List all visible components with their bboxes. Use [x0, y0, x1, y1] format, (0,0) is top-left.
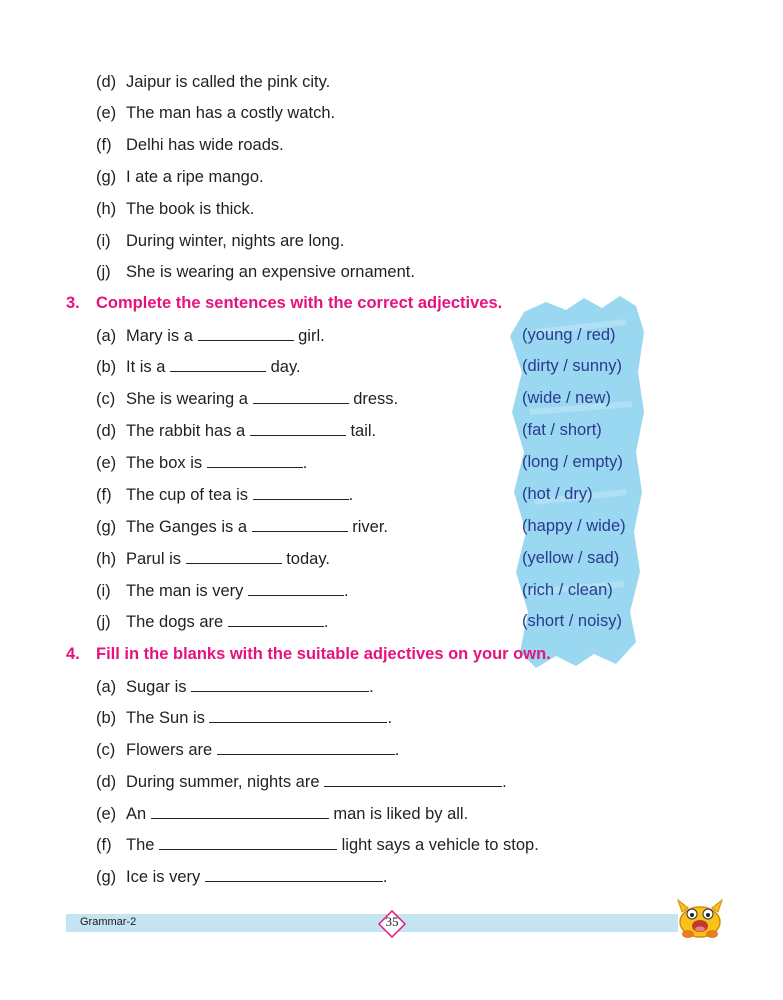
adjective-options: (happy / wide): [522, 517, 626, 535]
item-sentence: Parul is today.: [126, 550, 330, 568]
book-title: Grammar-2: [80, 916, 137, 928]
item-label: (a): [96, 327, 117, 345]
adjective-options: (short / noisy): [522, 612, 622, 630]
item-sentence: Flowers are .: [126, 741, 400, 759]
item-label: (g): [96, 868, 117, 886]
answer-blank[interactable]: [198, 326, 294, 341]
item-label: (f): [96, 836, 112, 854]
item-sentence: The light says a vehicle to stop.: [126, 836, 539, 854]
item-label: (i): [96, 582, 111, 600]
adjective-options: (young / red): [522, 326, 616, 344]
answer-blank[interactable]: [248, 581, 344, 596]
section-title: Complete the sentences with the correct adjectives.: [96, 294, 503, 312]
yellow-cartoon-character-icon: [674, 894, 726, 940]
item-sentence: Ice is very .: [126, 868, 388, 886]
page-number: 35: [385, 914, 399, 929]
adjective-options: (rich / clean): [522, 581, 613, 599]
item-sentence: The rabbit has a tail.: [126, 422, 377, 440]
answer-blank[interactable]: [209, 708, 387, 723]
item-label: (c): [96, 390, 116, 408]
answer-blank[interactable]: [324, 772, 502, 787]
item-sentence: It is a day.: [126, 358, 301, 376]
adjective-options: (yellow / sad): [522, 549, 620, 567]
answer-blank[interactable]: [250, 421, 346, 436]
item-label: (i): [96, 232, 111, 250]
item-label: (e): [96, 805, 117, 823]
item-text: She is wearing an expensive ornament.: [126, 263, 415, 281]
answer-blank[interactable]: [159, 835, 337, 850]
item-text: During winter, nights are long.: [126, 232, 345, 250]
item-label: (b): [96, 358, 117, 376]
section-number: 4.: [66, 645, 80, 663]
answer-blank[interactable]: [191, 677, 369, 692]
answer-blank[interactable]: [253, 389, 349, 404]
answer-blank[interactable]: [252, 517, 348, 532]
item-sentence: The box is .: [126, 454, 308, 472]
item-label: (e): [96, 104, 117, 122]
item-sentence: Mary is a girl.: [126, 327, 325, 345]
item-text: Jaipur is called the pink city.: [126, 73, 331, 91]
item-sentence: Sugar is .: [126, 678, 374, 696]
adjective-options: (long / empty): [522, 453, 623, 471]
item-label: (g): [96, 518, 117, 536]
section-title: Fill in the blanks with the suitable adjectives on your own.: [96, 645, 551, 663]
item-sentence: The cup of tea is .: [126, 486, 354, 504]
item-sentence: The dogs are .: [126, 613, 329, 631]
item-text: Delhi has wide roads.: [126, 136, 284, 154]
answer-blank[interactable]: [186, 549, 282, 564]
item-label: (h): [96, 200, 117, 218]
item-sentence: The Sun is .: [126, 709, 393, 727]
item-label: (g): [96, 168, 117, 186]
answer-blank[interactable]: [253, 485, 349, 500]
item-sentence: An man is liked by all.: [126, 805, 469, 823]
item-label: (f): [96, 486, 112, 504]
item-label: (h): [96, 550, 117, 568]
answer-blank[interactable]: [217, 740, 395, 755]
item-label: (d): [96, 422, 117, 440]
item-label: (a): [96, 678, 117, 696]
item-label: (c): [96, 741, 116, 759]
answer-blank[interactable]: [207, 453, 303, 468]
item-label: (j): [96, 613, 111, 631]
item-label: (d): [96, 73, 117, 91]
section-4-heading: [66, 645, 551, 664]
item-text: The book is thick.: [126, 200, 255, 218]
adjective-options: (wide / new): [522, 389, 611, 407]
answer-blank[interactable]: [170, 357, 266, 372]
section-3-heading: [66, 294, 502, 313]
item-text: The man has a costly watch.: [126, 104, 336, 122]
answer-blank[interactable]: [205, 867, 383, 882]
item-sentence: The man is very .: [126, 582, 349, 600]
section-number: 3.: [66, 294, 80, 312]
item-label: (d): [96, 773, 117, 791]
item-label: (f): [96, 136, 112, 154]
item-sentence: She is wearing a dress.: [126, 390, 399, 408]
item-sentence: During summer, nights are .: [126, 773, 507, 791]
item-sentence: The Ganges is a river.: [126, 518, 389, 536]
item-label: (b): [96, 709, 117, 727]
answer-blank[interactable]: [151, 804, 329, 819]
adjective-options: (fat / short): [522, 421, 602, 439]
answer-blank[interactable]: [228, 612, 324, 627]
item-text: I ate a ripe mango.: [126, 168, 264, 186]
item-label: (j): [96, 263, 111, 281]
item-label: (e): [96, 454, 117, 472]
adjective-options: (dirty / sunny): [522, 357, 622, 375]
footer-bar: [66, 914, 678, 932]
adjective-options: (hot / dry): [522, 485, 593, 503]
